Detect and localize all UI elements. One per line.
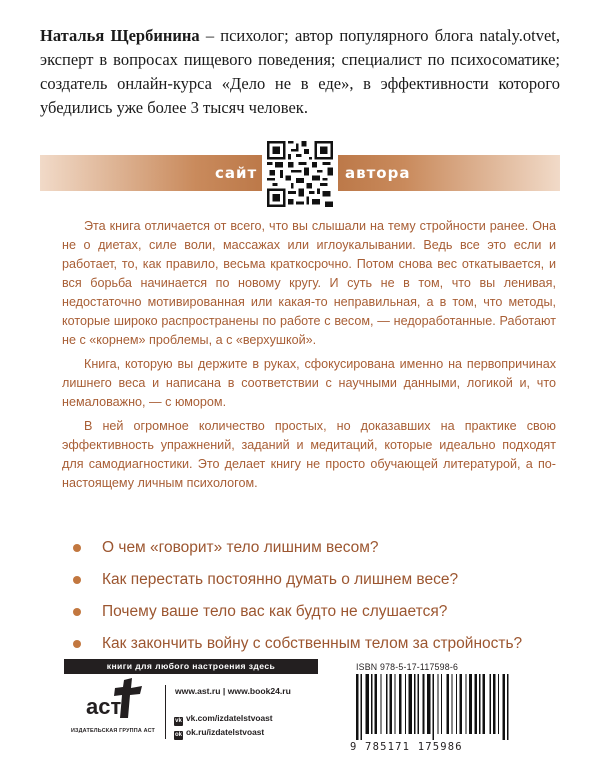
list-item — [70, 536, 570, 568]
bullet-icon — [73, 608, 81, 616]
barcode-bar — [361, 674, 362, 740]
barcode-bar — [475, 674, 477, 734]
barcode-bar — [356, 674, 358, 740]
list-item — [70, 568, 570, 600]
barcode-bar — [507, 674, 508, 740]
barcode-bar — [418, 674, 419, 734]
barcode-bar — [451, 674, 452, 734]
qr-code-icon[interactable] — [262, 136, 338, 212]
barcode-bar — [456, 674, 457, 734]
barcode-bar — [405, 674, 406, 734]
barcode-bar — [465, 674, 466, 734]
barcode-bar — [483, 674, 485, 734]
barcode-bar — [427, 674, 430, 734]
barcode-bar — [394, 674, 395, 734]
barcode-bar — [365, 674, 368, 734]
question-text: О чем «говорит» тело лишним весом? — [102, 539, 379, 556]
question-list — [70, 536, 570, 664]
site-label-left: сайт — [215, 164, 258, 182]
question-text: Как закончить войну с собственным телом за стройность? — [102, 635, 523, 652]
isbn-label: ISBN 978-5-17-117598-6 — [356, 662, 459, 672]
description-paragraph: Эта книга отличается от всего, что вы слышали на тему стройности ранее. Она не о диетах, силе воли, массажах или иглоукалывании. Ведь все это если и работает, то, как правило, весьма краткосрочно. Потом снова вес откатывается, и вся борьба начинается по новому кругу. И суть не в том, что вы ленивая, недостаточно мотивированная или какая-то неправильная, а в том, что методы, которые широко распространены по работе с весом, — недоработанные. Работают не с «корнем» проблемы, а с «верхушкой». — [62, 219, 556, 347]
bullet-icon — [73, 544, 81, 552]
bullet-icon — [73, 576, 81, 584]
publisher-caption: ИЗДАТЕЛЬСКАЯ ГРУППА АСТ — [70, 728, 156, 734]
question-text: Как перестать постоянно думать о лишнем весе? — [102, 571, 459, 588]
author-name: Наталья Щербинина — [40, 26, 200, 45]
divider — [165, 685, 166, 739]
bullet-icon — [73, 640, 81, 648]
barcode-bar — [502, 674, 504, 740]
barcode-bar — [433, 674, 434, 740]
book-description — [62, 217, 556, 498]
social-text: ok.ru/izdatelstvoast — [186, 727, 265, 737]
barcode-bar — [498, 674, 499, 734]
author-bio — [40, 24, 560, 120]
description-paragraph: Книга, которую вы держите в руках, сфокусирована именно на первопричинах лишнего веса и написана в соответствии с научными данными, логикой и, что немаловажно, — с юмором. — [62, 357, 556, 409]
barcode-digits: 9 785171 175986 — [350, 741, 463, 753]
barcode-bar — [422, 674, 424, 734]
social-link-vk[interactable] — [174, 713, 273, 726]
list-item — [70, 600, 570, 632]
publisher-websites[interactable]: www.ast.ru | www.book24.ru — [175, 686, 291, 696]
ok-icon: ok — [174, 732, 182, 738]
barcode-bar — [437, 674, 438, 734]
barcode-bar — [375, 674, 377, 734]
description-paragraph: В ней огромное количество простых, но доказавших на практике свою эффективность упражнений, заданий и медитаций, которые идеально подходят для самодиагностики. Это делает книгу не просто обучающей литературой, а по-настоящему личным психологом. — [62, 419, 556, 490]
logo-text: аст — [86, 694, 122, 719]
site-label-right: автора — [345, 164, 411, 182]
barcode-bar — [469, 674, 472, 734]
barcode-bar — [380, 674, 381, 734]
social-link-ok[interactable] — [174, 727, 264, 740]
barcode-icon — [354, 674, 532, 740]
barcode-bar — [386, 674, 387, 734]
barcode-bar — [408, 674, 411, 734]
barcode-bar — [399, 674, 401, 734]
barcode-bar — [490, 674, 491, 734]
barcode-bar — [459, 674, 461, 734]
ast-logo — [84, 678, 144, 722]
question-text: Почему ваше тело вас как будто не слушается? — [102, 603, 448, 620]
publisher-tagline: книги для любого настроения здесь — [64, 659, 318, 674]
vk-icon: vk — [175, 718, 182, 724]
author-bio-text: – психолог; автор популярного блога nataly.otvet, эксперт в вопросах пищевого поведения; специалист по психосоматике; создатель онлайн-курса «Дело не в еде», в эффективности которого убедились уже более 3 тысяч человек. — [40, 26, 560, 117]
social-text: vk.com/izdatelstvoast — [186, 713, 273, 723]
barcode-bar — [493, 674, 495, 734]
barcode-bar — [447, 674, 449, 734]
barcode-bar — [414, 674, 415, 734]
barcode-bar — [390, 674, 392, 734]
barcode-bar — [371, 674, 372, 734]
barcode-bar — [441, 674, 442, 734]
barcode-bar — [479, 674, 480, 734]
